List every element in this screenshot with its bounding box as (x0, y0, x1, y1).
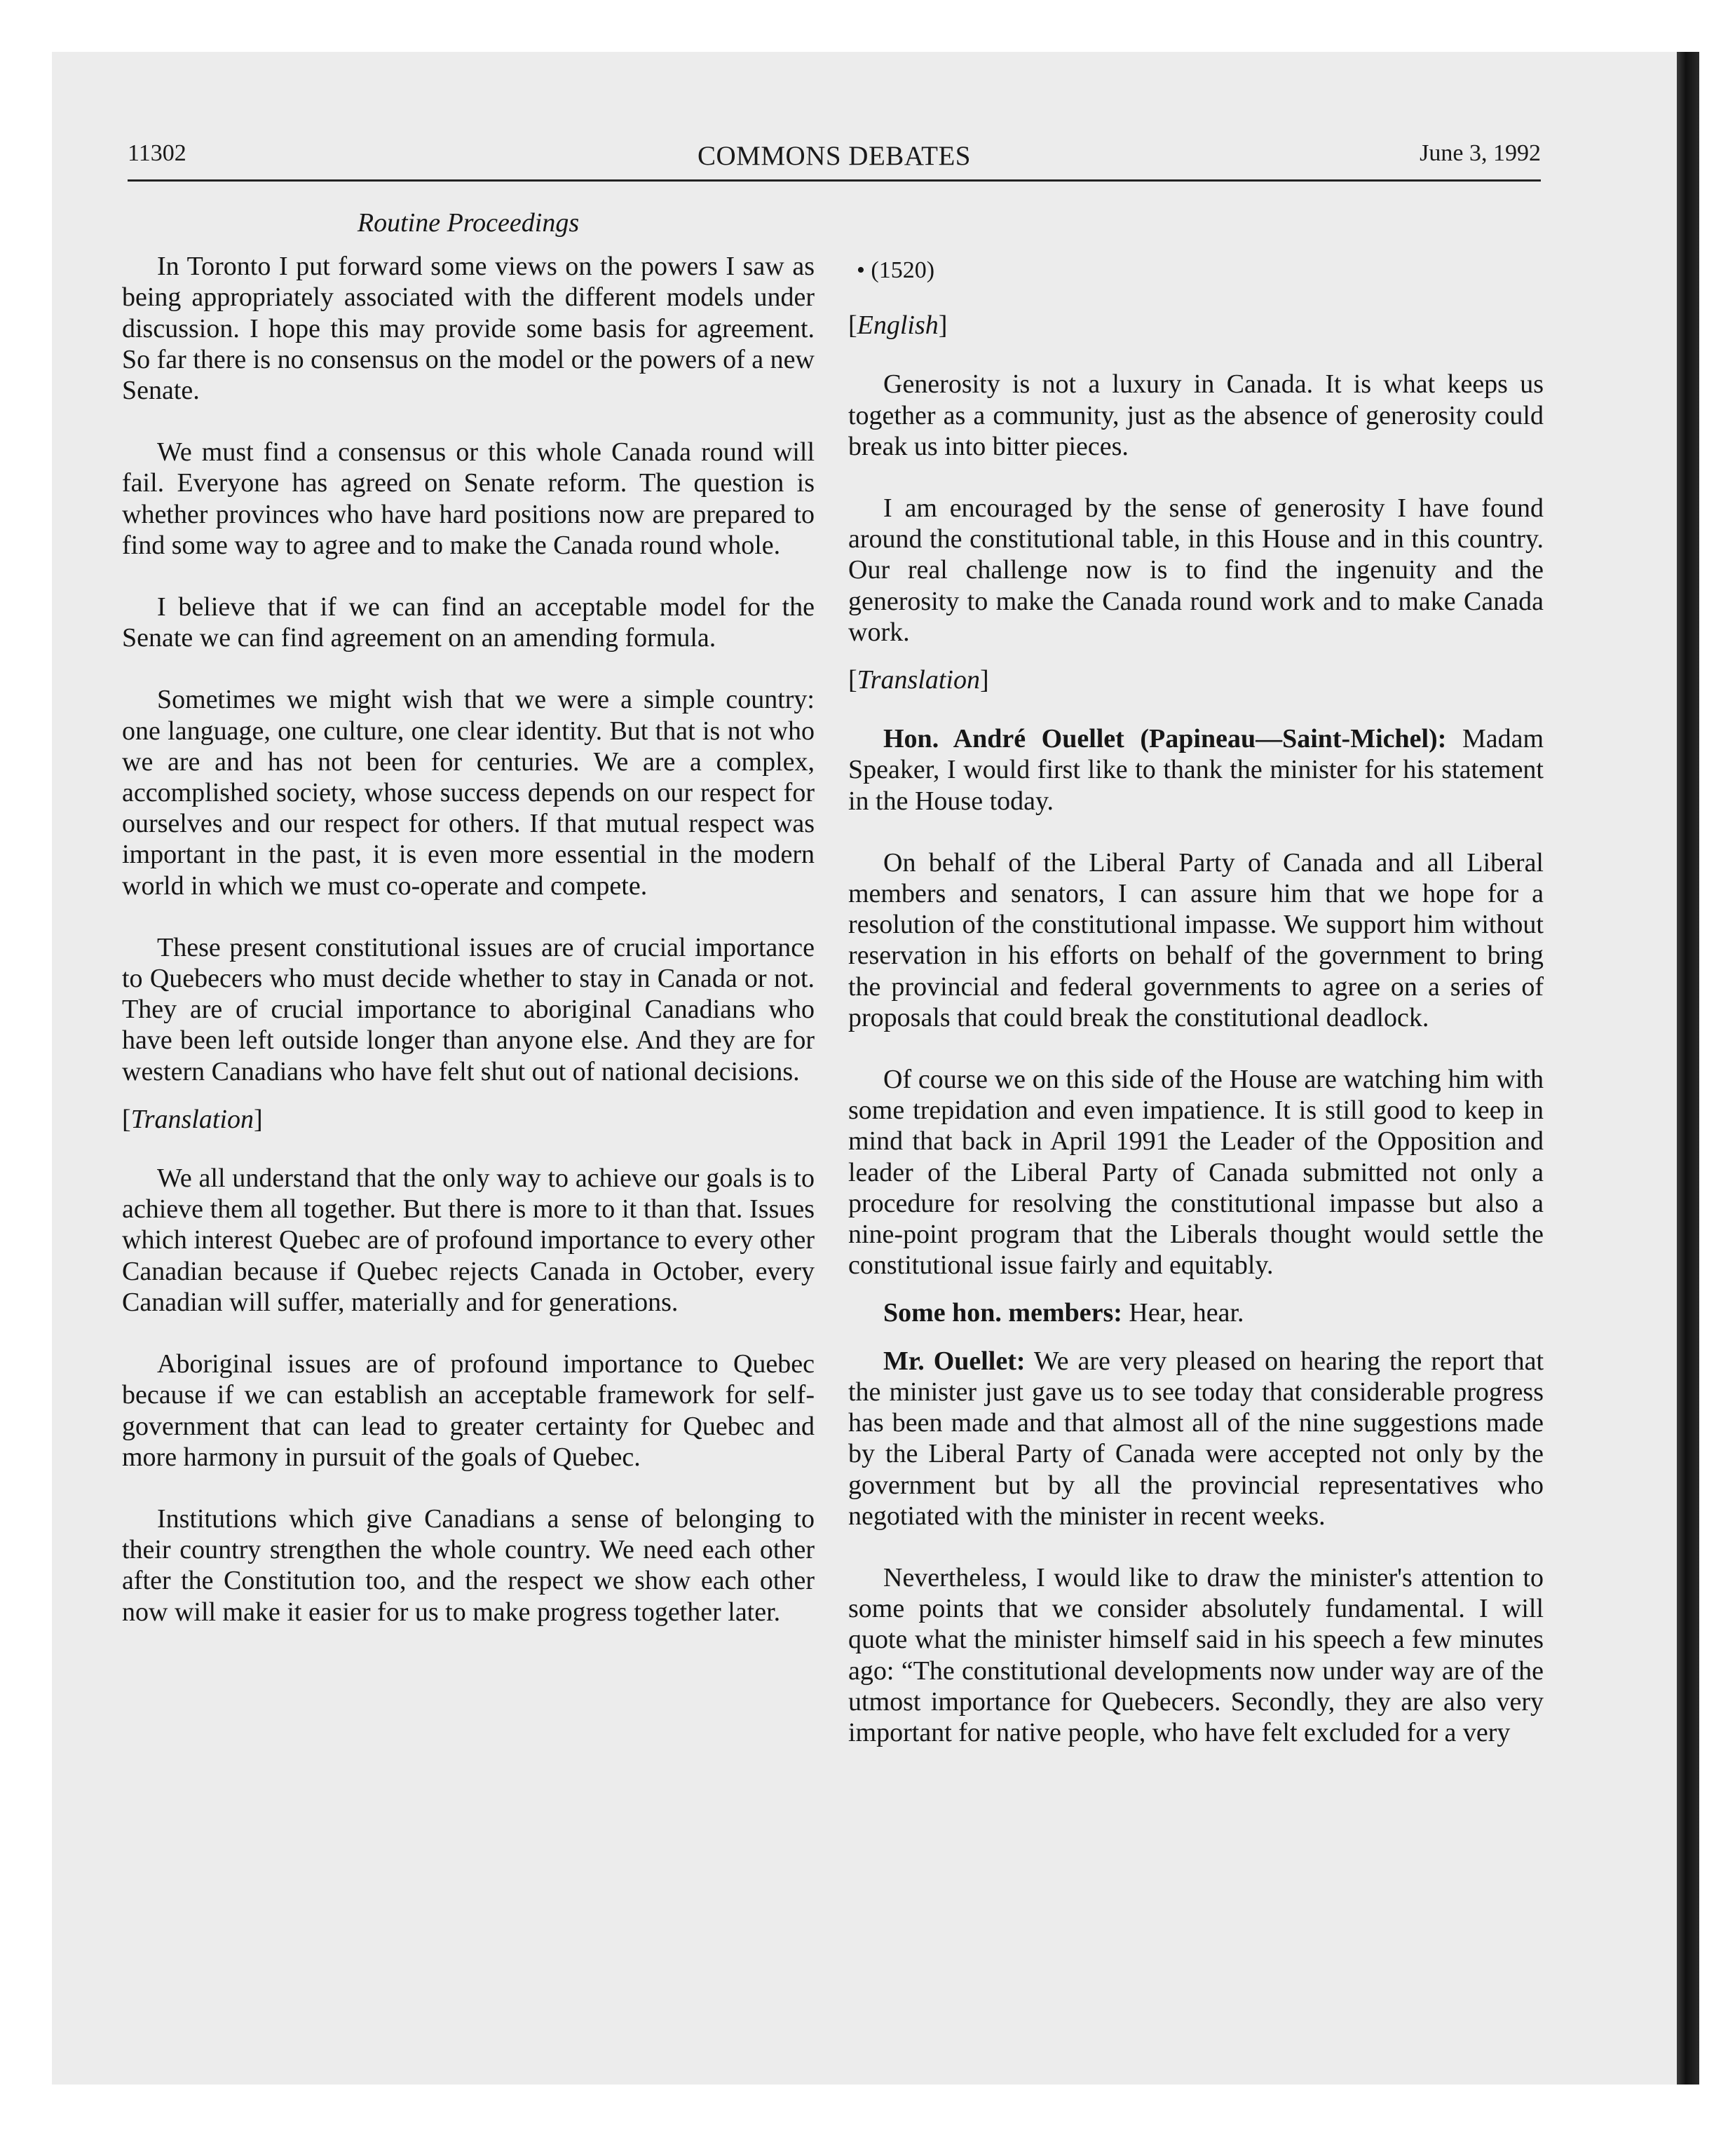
issue-date: June 3, 1992 (1420, 140, 1541, 166)
running-header (128, 140, 1541, 182)
speaker-name: Mr. Ouellet: (883, 1346, 1026, 1376)
speech-paragraph (848, 1346, 1544, 1531)
paragraph: I am encouraged by the sense of generosity I have found around the constitutional table, in this House and in this country. Our real challenge now is to find the ingenuity and the generosity to make the Canada round work and to make Canada work. (848, 493, 1544, 647)
paragraph: Institutions which give Canadians a sense of belonging to their country strengthen the whole country. We need each other after the Constitution too, and the respect we show each other now will make it easier for us to make progress together later. (122, 1503, 815, 1627)
publication-title: COMMONS DEBATES (698, 141, 971, 171)
paragraph: In Toronto I put forward some views on the powers I saw as being appropriately associated with the different models under discussion. I hope this may provide some basis for agreement. So far there is no consensus on the model or the powers of a new Senate. (122, 252, 815, 406)
paragraph: We must find a consensus or this whole Canada round will fail. Everyone has agreed on Senate reform. The question is whether provinces who have hard positions now are prepared to find some way to agree and to make the Canada round whole. (122, 437, 815, 560)
paragraph: These present constitutional issues are of crucial importance to Quebecers who must decide whether to stay in Canada or not. They are of crucial importance to aboriginal Canadians who have been left outside longer than anyone else. And they are for western Canadians who have felt shut out of national decisions. (122, 932, 815, 1086)
speech-text: Madam Speaker, I would first like to thank the minister for his statement in the House today. (848, 724, 1544, 816)
paragraph: Of course we on this side of the House are watching him with some trepidation and even impatience. It is still good to keep in mind that back in April 1991 the Leader of the Opposition and leader of the Liberal Party of Canada submitted not only a procedure for resolving the constitutional impasse but also a nine-point program that the Liberals thought would settle the constitutional issue fairly and equitably. (848, 1065, 1544, 1281)
paragraph: On behalf of the Liberal Party of Canada and all Liberal members and senators, I can assure him that we hope for a resolution of the constitutional impasse. We support him without reservation in his efforts on behalf of the government to bring the provincial and federal governments to agree on a series of proposals that could break the constitutional deadlock. (848, 847, 1544, 1032)
speaker-name: Hon. André Ouellet (Papineau—Saint-Michel): (883, 724, 1447, 754)
time-marker: • (1520) (857, 257, 935, 283)
page-binding-edge (1677, 52, 1699, 2085)
translation-marker-label: Translation (130, 1104, 254, 1134)
english-marker-label: English (857, 311, 939, 341)
translation-marker: [Translation] (122, 1104, 263, 1134)
paragraph: Sometimes we might wish that we were a simple country: one language, one culture, one clear identity. But that is not who we are and has not been for centuries. We are a complex, accomplished society, whose success depends on our respect for ourselves and our respect for others. If that mutual respect was important in the past, it is even more essential in the modern world in which we must co-operate and compete. (122, 685, 815, 901)
left-column (122, 207, 815, 1658)
english-marker: [English] (848, 311, 948, 341)
header-rule (128, 179, 1541, 182)
speaker-name: Some hon. members: (883, 1298, 1122, 1328)
paragraph: We all understand that the only way to achieve our goals is to achieve them all together. But there is more to it than that. Issues which interest Quebec are of profound importance to every other Canadian because if Quebec rejects Canada in October, every Canadian will suffer, materially and for generations. (122, 1164, 815, 1317)
translation-marker: [Translation] (848, 665, 989, 695)
speech-paragraph (848, 1297, 1544, 1328)
paragraph: Nevertheless, I would like to draw the minister's attention to some points that we consider absolutely fundamental. I will quote what the minister himself said in his speech a few minutes ago: “The constitutional developments now under way are of the utmost importance for Quebecers. Secondly, they are also very important for native people, who have felt excluded for a very (848, 1562, 1544, 1747)
section-heading: Routine Proceedings (357, 208, 580, 238)
speech-text: Hear, hear. (1129, 1298, 1244, 1328)
paragraph: Aboriginal issues are of profound importance to Quebec because if we can establish an acceptable framework for self-government that can lead to greater certainty for Quebec and more harmony in pursuit of the goals of Quebec. (122, 1349, 815, 1472)
paragraph: I believe that if we can find an acceptable model for the Senate we can find agreement on an amending formula. (122, 592, 815, 653)
paragraph: Generosity is not a luxury in Canada. It is what keeps us together as a community, just as the absence of generosity could break us into bitter pieces. (848, 369, 1544, 461)
page-number: 11302 (128, 140, 186, 166)
speech-paragraph (848, 723, 1544, 817)
speech-text: We are very pleased on hearing the report that the minister just gave us to see today that considerable progress has been made and that almost all of the nine suggestions made by the Liberal Party of Canada were accepted not only by the government but by all the provincial representatives who negotiated with the minister in recent weeks. (848, 1346, 1544, 1531)
translation-marker-label: Translation (857, 665, 980, 695)
right-column (848, 255, 1544, 1779)
